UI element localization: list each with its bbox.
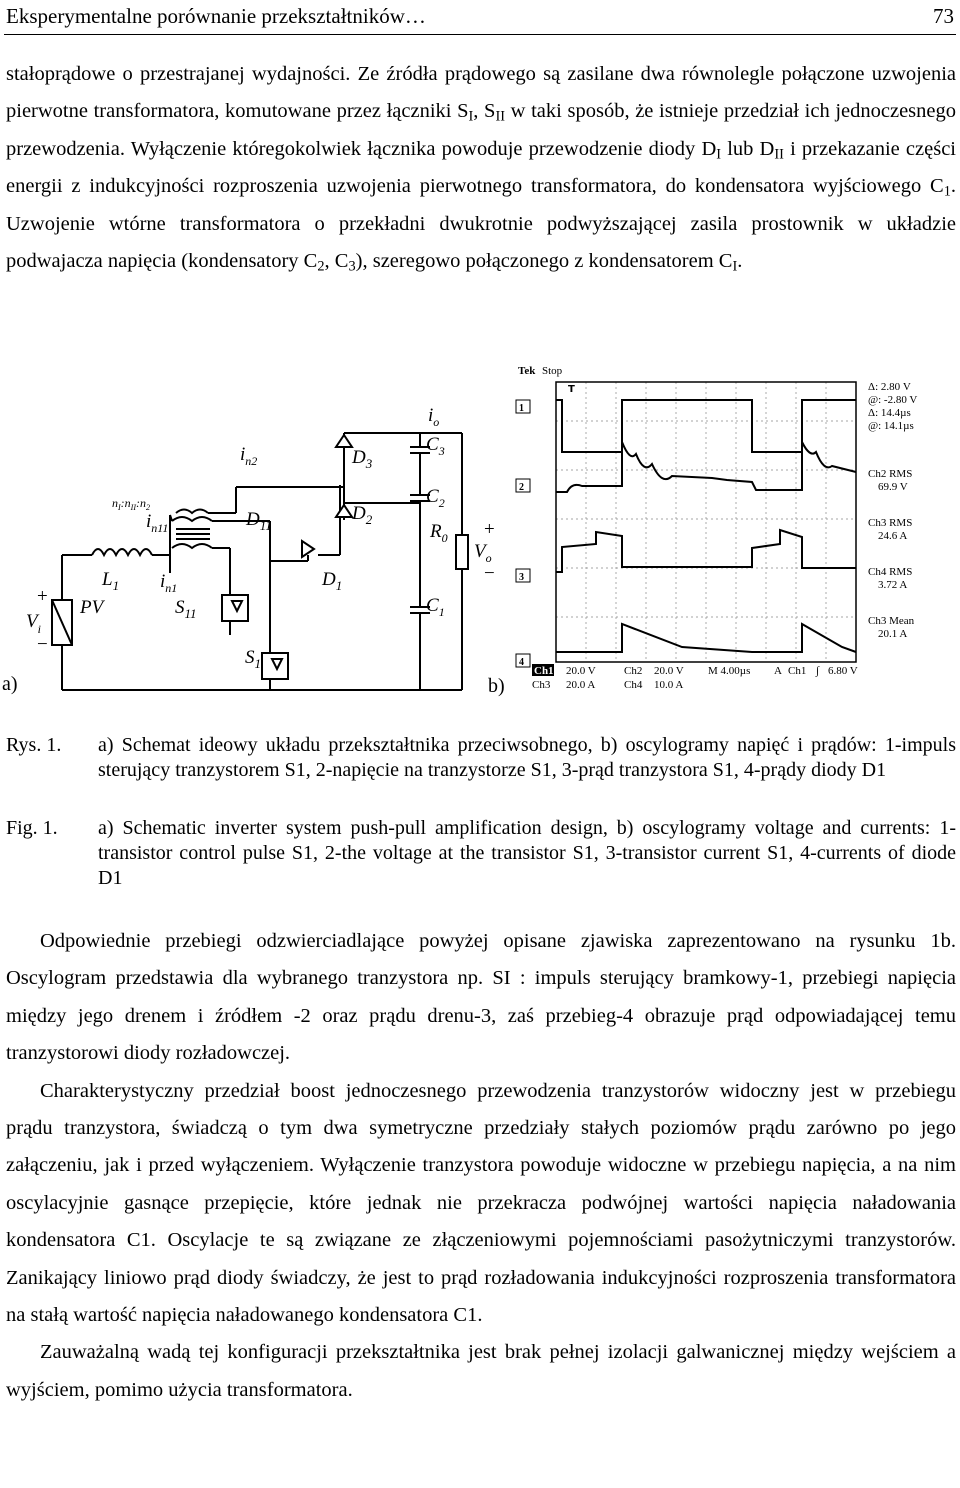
- status-trigger-slope: ∫: [816, 665, 820, 677]
- scope-brand: Tek: [518, 365, 536, 377]
- figure-caption-polish: [6, 733, 956, 783]
- body-paragraph-2: Charakterystyczny przedział boost jednoczesnego przewodzenia tranzystorów widoczny jest w przebiegu prądu tranzystora, świadczą o tym dwa symetryczne przedziały stałych poziomów prądu zarówno po jego załączeniu, jak i przed wyłączeniem. Wyłączenie tranzystora powoduje widoczne w przebiegu napięcia, a na nim oscylacyjnie gasnące przepięcie, które jednak nie przekracza podwójnej wartości napięcia naładowania kondensatora C1. Oscylacje te są związane ze złączeniowymi pojemnościami pasożytniczymi tranzystorów. Zanikający liniowo prąd diody świadczy, że jest to prąd rozładowania indukcyjności rozproszenia transformatora na stałą wartość napięcia naładowanego kondensatora C1.: [6, 1079, 956, 1327]
- s11-label: $S_{11}$: [175, 597, 197, 621]
- status-ch4-scale: 10.0 A: [654, 679, 684, 691]
- caption-label-polish: Rys. 1.: [6, 734, 62, 756]
- status-ch1-scale: 20.0 V: [566, 665, 596, 677]
- intro-paragraph: stałoprądowe o przestrajanej wydajności. Ze źródła prądowego są zasilane dwa równolegle połączone uzwojenia pierwotne transformatora, komutowane przez łączniki $S_I$, $S_{II}$ w taki sposób, że istnieje przedział ich jednoczesnego przewodzenia. Wyłączenie któregokolwiek łącznika powoduje przewodzenie diody $D_I$ lub $D_{II}$ i przekazanie części energii z indukcyjności rozproszenia uzwojenia pierwotnego transformatora, do kondensatora wyjściowego $C_1$. Uzwojenie wtórne transformatora o przekładni dwukrotnie podwyższającej zasila prostownik w układzie podwajacza napięcia (kondensatory $C_2$, $C_3$), szeregowo połączonego z kondensatorem $C_I$.: [6, 63, 957, 275]
- c1-label: $C_1$: [426, 595, 445, 619]
- measurement-value-1: 69.9 V: [878, 481, 908, 493]
- page-number: 73: [933, 4, 954, 28]
- turns-ratio-label: $n_I:n_{II}:n_2$: [112, 496, 150, 512]
- status-trigger-mode: A: [774, 665, 782, 677]
- channel-marker-4: 4: [519, 657, 524, 668]
- measurement-value-2: 24.6 A: [878, 530, 908, 542]
- cursor-readout-3: Δ: 14.4µs: [868, 407, 911, 419]
- pv-label: PV: [80, 597, 104, 618]
- io-label: $i_o$: [428, 405, 440, 429]
- vi-plus: +: [37, 586, 48, 607]
- l1-label: $L_1$: [102, 569, 120, 593]
- status-ch1: Ch1: [534, 665, 554, 677]
- cursor-readout-1: Δ: 2.80 V: [868, 381, 911, 393]
- status-trigger-level: 6.80 V: [828, 665, 858, 677]
- body-paragraph-1: Odpowiednie przebiegi odzwierciadlające powyżej opisane zjawiska zaprezentowano na rysunku 1b. Oscylogram przedstawia dla wybranego tranzystora np. SI : impuls sterujący bramkowy-1, przebiegi napięcia między jego drenem i źródłem -2 oraz prądu drenu-3, zaś przebieg-4 obrazuje prąd odpowiadającej temu tranzystorowi diody rozładowczej.: [6, 930, 956, 1065]
- measurement-value-3: 3.72 A: [878, 579, 908, 591]
- vo-plus: +: [484, 519, 495, 540]
- subfigure-a-label: a): [2, 673, 18, 695]
- body-text: [6, 923, 956, 1409]
- status-ch2-scale: 20.0 V: [654, 665, 684, 677]
- c2-label: $C_2$: [426, 486, 445, 510]
- measurement-name-2: Ch3 RMS: [868, 517, 913, 529]
- scope-state: Stop: [542, 365, 563, 377]
- c3-label: $C_3$: [426, 434, 445, 458]
- status-ch3: Ch3: [532, 679, 551, 691]
- channel-marker-3: 3: [519, 572, 524, 583]
- status-trigger-channel: Ch1: [788, 665, 807, 677]
- circuit-schematic: [0, 395, 510, 725]
- measurement-name-1: Ch2 RMS: [868, 468, 913, 480]
- in11-label: $i_{n11}$: [146, 511, 169, 535]
- oscilloscope-screenshot: [488, 362, 952, 697]
- cursor-readout-2: @: -2.80 V: [868, 394, 918, 406]
- running-title: Eksperymentalne porównanie przekształtników…: [6, 4, 426, 28]
- d11-label: $D_{11}$: [246, 509, 272, 533]
- channel-marker-2: 2: [519, 482, 524, 493]
- subfigure-b-label: b): [488, 675, 505, 697]
- s1-label: $S_1$: [245, 647, 261, 671]
- in2-label: $i_{n2}$: [240, 444, 258, 468]
- in1-label: $i_{n1}$: [160, 571, 178, 595]
- vi-minus: −: [37, 634, 48, 655]
- status-ch3-scale: 20.0 A: [566, 679, 596, 691]
- cursor-readout-4: @: 14.1µs: [868, 420, 914, 432]
- d2-label: $D_2$: [352, 503, 373, 527]
- channel-marker-1: 1: [519, 403, 524, 414]
- status-ch4: Ch4: [624, 679, 643, 691]
- caption-text-polish: a) Schemat ideowy układu przekształtnika przeciwsobnego, b) oscylogramy napięć i prądów: 1-impuls sterujący tranzystorem S1, 2-napięcie na tranzystorze S1, 3-prąd tranzystora S1, 4-prądy diody D1: [98, 734, 956, 781]
- status-ch2: Ch2: [624, 665, 643, 677]
- figure-caption-english: [6, 816, 956, 891]
- measurement-value-4: 20.1 A: [878, 628, 908, 640]
- d1-label: $D_1$: [322, 569, 343, 593]
- measurement-name-3: Ch4 RMS: [868, 566, 913, 578]
- caption-label-english: Fig. 1.: [6, 817, 58, 839]
- caption-text-english: a) Schematic inverter system push-pull amplification design, b) oscylogramy voltage and currents: 1-transistor control pulse S1, 2-the voltage at the transistor S1, 3-transistor current S1, 4-currents of diode D1: [98, 817, 956, 889]
- measurement-name-4: Ch3 Mean: [868, 615, 915, 627]
- vo-minus: −: [484, 563, 495, 584]
- vi-label: $V_i$: [26, 611, 41, 636]
- r0-label: $R_0$: [430, 521, 448, 545]
- trigger-marker: T: [568, 384, 575, 395]
- status-timebase: M 4.00µs: [708, 665, 751, 677]
- d3-label: $D_3$: [352, 447, 373, 471]
- body-paragraph-3: Zauważalną wadą tej konfiguracji przekształtnika jest brak pełnej izolacji galwanicznej między wejściem a wyjściem, pomimo użycia transformatora.: [6, 1341, 956, 1401]
- vo-label: $V_o$: [474, 541, 492, 565]
- page-header: [4, 0, 956, 35]
